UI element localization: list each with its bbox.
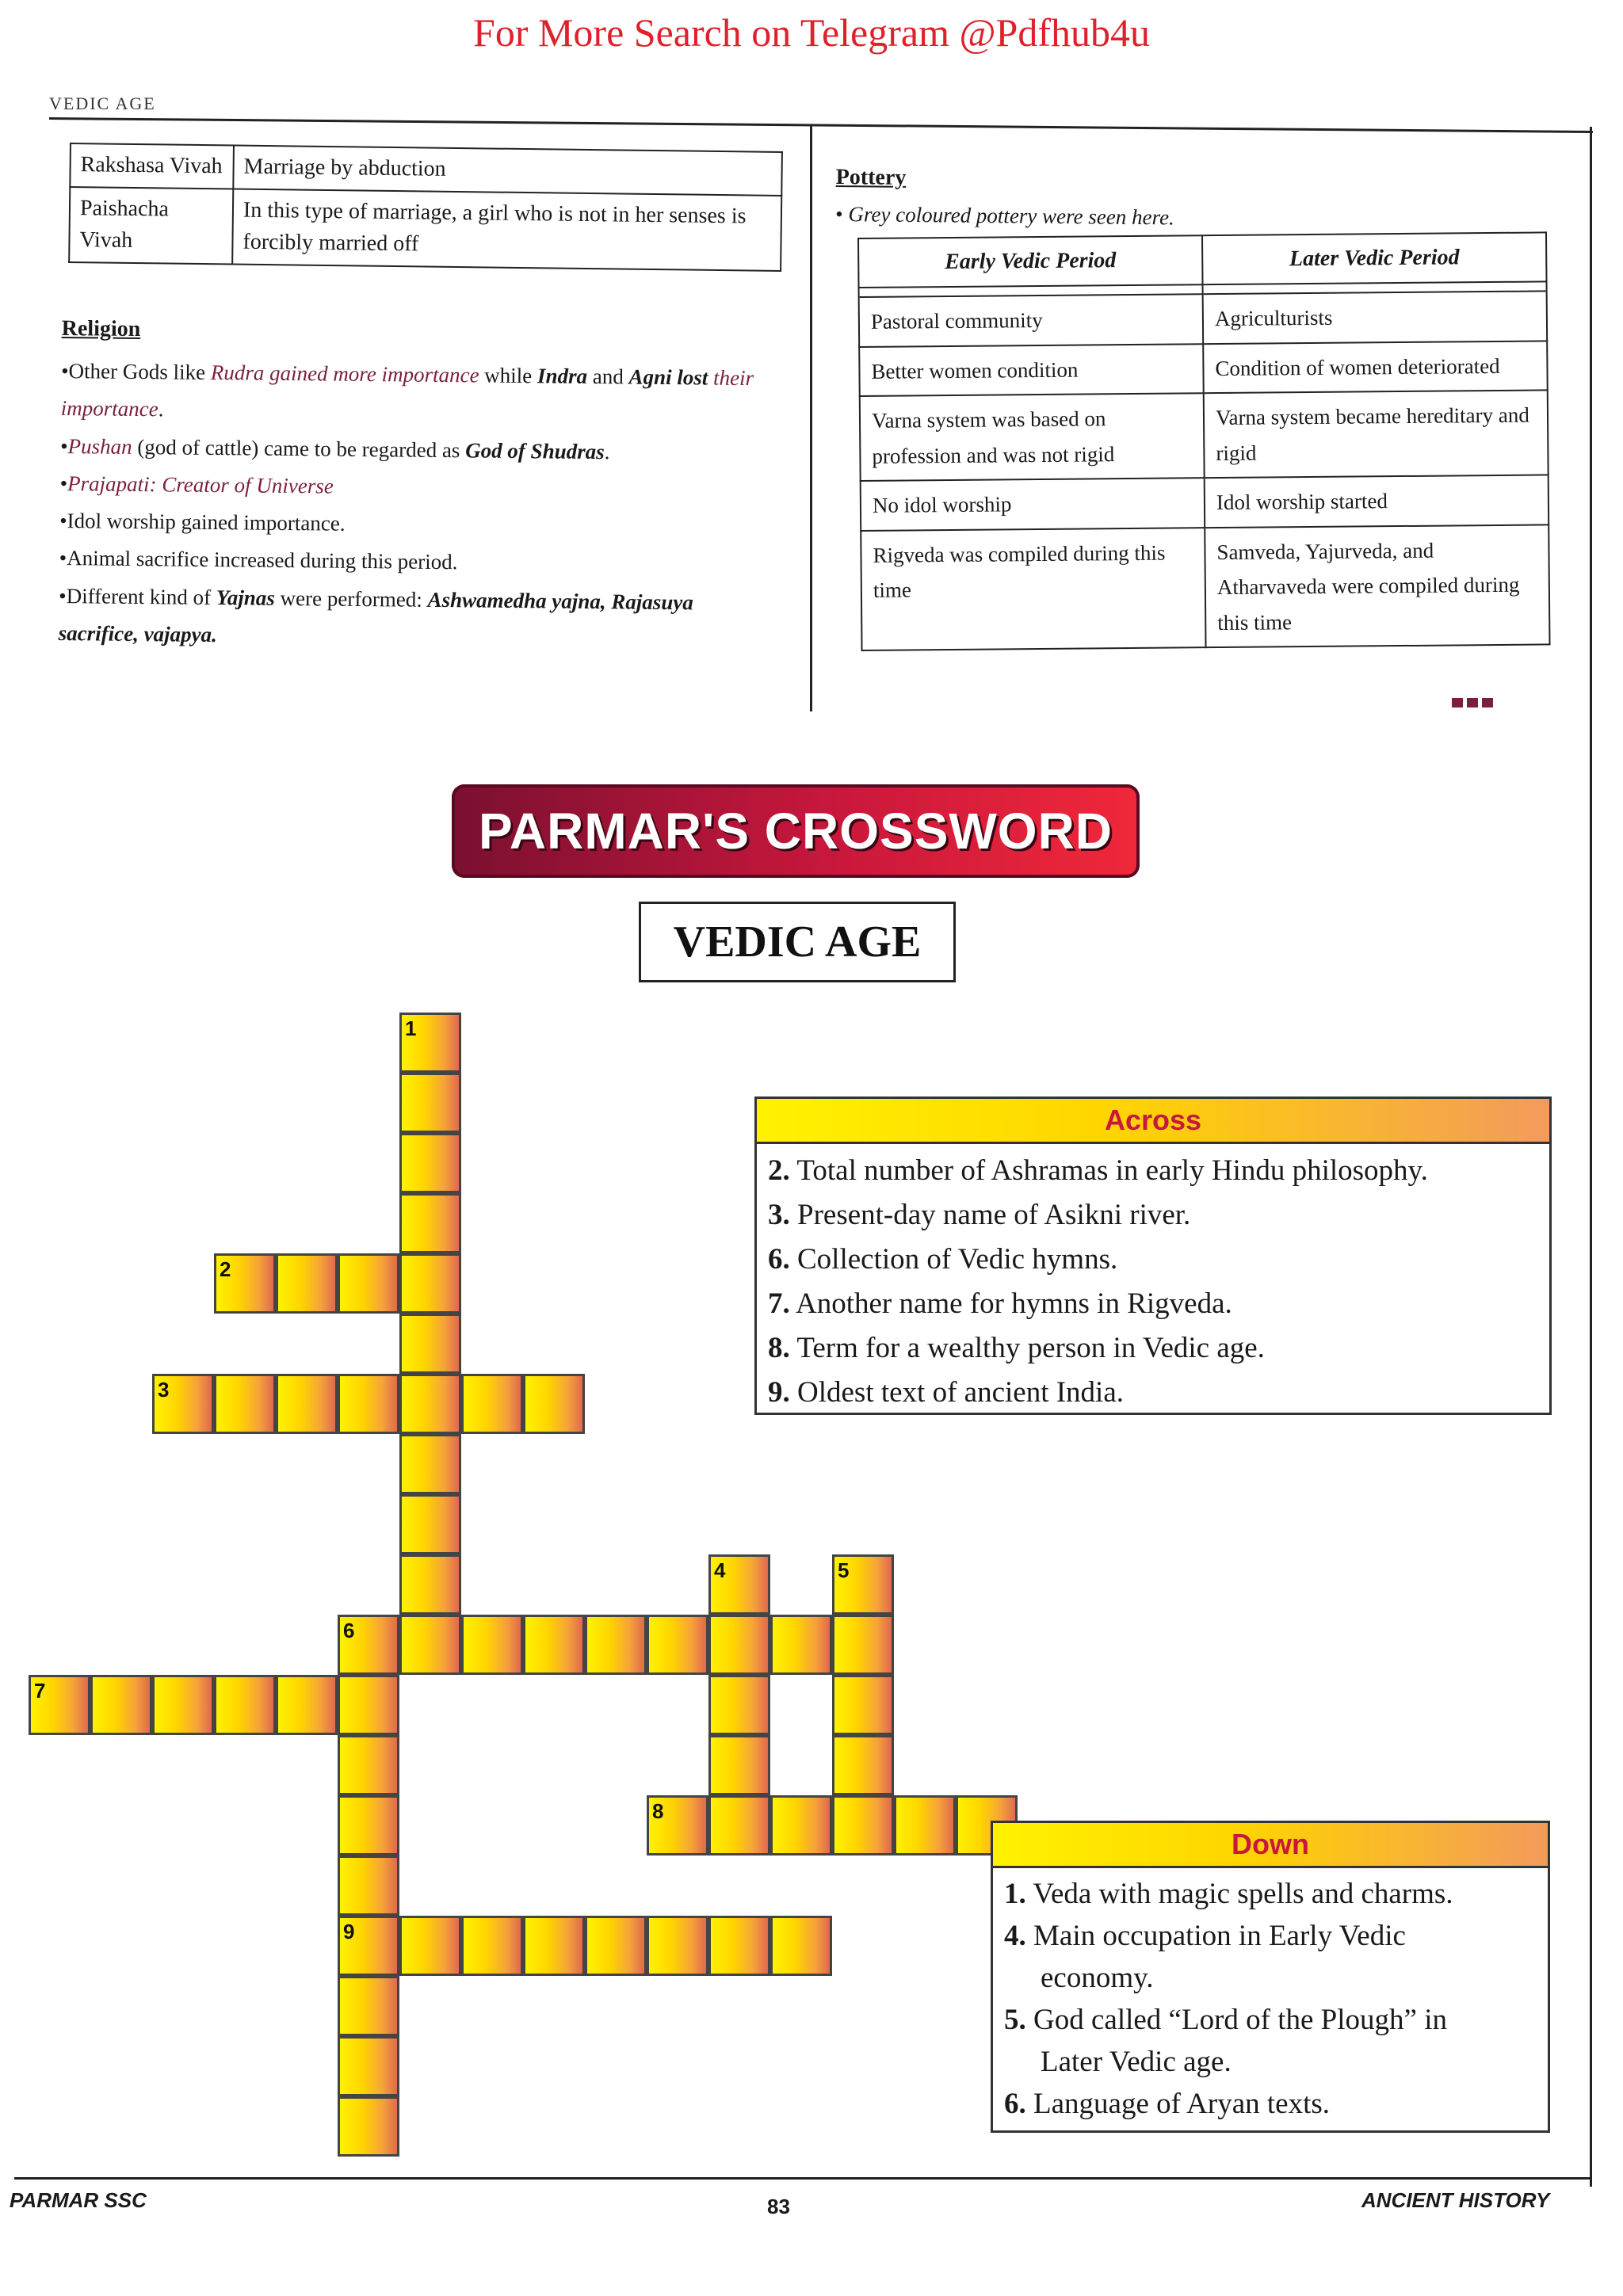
religion-item: • Prajapati: Creator of Universe xyxy=(59,465,773,510)
clue-number: 2 xyxy=(220,1257,231,1281)
crossword-cell[interactable] xyxy=(338,1675,399,1735)
across-clue: 9. Oldest text of ancient India. xyxy=(768,1376,1125,1409)
later-cell: Condition of women deteriorated xyxy=(1203,341,1548,393)
page-frame-bottom xyxy=(14,2177,1591,2180)
vedic-period-table xyxy=(857,231,1551,651)
across-clue: 7. Another name for hymns in Rigveda. xyxy=(768,1287,1232,1320)
crossword-cell[interactable] xyxy=(832,1795,894,1855)
religion-section xyxy=(58,309,774,659)
religion-item: • Other Gods like Rudra gained more importance while Indra and Agni lost their importance. xyxy=(60,353,774,435)
religion-item: • Pushan (god of cattle) came to be regarded as God of Shudras. xyxy=(60,427,773,472)
pottery-bullet-text: Grey coloured pottery were seen here. xyxy=(848,201,1174,230)
religion-item: • Animal sacrifice increased during this period. xyxy=(59,540,772,585)
page-frame-top xyxy=(49,117,1593,133)
page-number: 83 xyxy=(767,2195,790,2218)
religion-item: • Different kind of Yajnas were performed: Ashwamedha yajna, Rajasuya sacrifice, vajapya. xyxy=(58,577,772,659)
crossword-cell[interactable] xyxy=(770,1916,832,1976)
clue-number: 4 xyxy=(714,1558,726,1582)
clue-number: 6 xyxy=(343,1619,355,1642)
crossword-cell[interactable] xyxy=(399,1013,461,1073)
down-clue: 1. Veda with magic spells and charms. xyxy=(1004,1878,1453,1910)
down-clue-list xyxy=(993,1868,1548,2130)
clue-number: 9 xyxy=(343,1920,355,1943)
crossword-cell[interactable] xyxy=(708,1916,770,1976)
crossword-cell[interactable] xyxy=(770,1795,832,1855)
crossword-cell[interactable] xyxy=(90,1675,152,1735)
running-header: VEDIC AGE xyxy=(49,93,156,113)
marriage-term: Paishacha Vivah xyxy=(69,187,233,265)
down-heading: Down xyxy=(993,1823,1548,1868)
crossword-cell[interactable] xyxy=(399,1374,461,1434)
across-clue-list xyxy=(757,1144,1549,1420)
table-row xyxy=(859,291,1548,346)
early-cell: Better women condition xyxy=(859,344,1204,396)
crossword-cell[interactable] xyxy=(152,1374,214,1434)
crossword-cell[interactable] xyxy=(894,1795,956,1855)
table-row xyxy=(861,524,1549,650)
crossword-cell[interactable] xyxy=(276,1253,338,1314)
telegram-banner: For More Search on Telegram @Pdfhub4u xyxy=(473,10,1150,55)
crossword-cell[interactable] xyxy=(708,1675,770,1735)
table-header-row xyxy=(858,232,1547,288)
across-clue: 8. Term for a wealthy person in Vedic age. xyxy=(768,1332,1265,1364)
table-row xyxy=(69,187,781,271)
early-cell: Pastoral community xyxy=(859,294,1204,346)
crossword-cell[interactable] xyxy=(647,1795,708,1855)
later-cell: Agriculturists xyxy=(1203,291,1548,343)
crossword-cell[interactable] xyxy=(338,1374,399,1434)
later-cell: Varna system became hereditary and rigid xyxy=(1204,391,1549,479)
crossword-cell[interactable] xyxy=(338,1253,399,1314)
crossword-cell[interactable] xyxy=(399,1554,461,1615)
crossword-cell[interactable] xyxy=(214,1253,276,1314)
crossword-cell[interactable] xyxy=(832,1615,894,1675)
footer-right: ANCIENT HISTORY xyxy=(1361,2188,1550,2212)
early-cell: No idol worship xyxy=(861,478,1205,530)
crossword-cell[interactable] xyxy=(399,1916,461,1976)
column-divider xyxy=(810,125,812,711)
crossword-cell[interactable] xyxy=(832,1675,894,1735)
crossword-cell[interactable] xyxy=(399,1193,461,1253)
crossword-cell[interactable] xyxy=(276,1675,338,1735)
table-row xyxy=(861,475,1549,531)
header-early-vedic: Early Vedic Period xyxy=(858,235,1203,288)
clue-number: 5 xyxy=(838,1558,850,1582)
table-row xyxy=(859,341,1548,396)
marriage-types-table xyxy=(68,143,783,272)
crossword-cell[interactable] xyxy=(832,1554,894,1615)
across-clue: 6. Collection of Vedic hymns. xyxy=(768,1243,1118,1276)
crossword-cell[interactable] xyxy=(276,1374,338,1434)
across-heading: Across xyxy=(757,1099,1549,1144)
pottery-heading: Pottery xyxy=(835,164,907,190)
crossword-cell[interactable] xyxy=(647,1916,708,1976)
crossword-cell[interactable] xyxy=(338,1855,399,1916)
crossword-cell[interactable] xyxy=(461,1916,523,1976)
crossword-cell[interactable] xyxy=(399,1615,461,1675)
clue-number: 7 xyxy=(34,1679,46,1703)
crossword-title: PARMAR'S CROSSWORD xyxy=(452,784,1140,878)
crossword-cell[interactable] xyxy=(708,1554,770,1615)
crossword-cell[interactable] xyxy=(461,1374,523,1434)
table-row xyxy=(860,391,1549,482)
footer-left: PARMAR SSC xyxy=(10,2188,147,2212)
down-clue: 4. Main occupation in Early Vedic economy. xyxy=(1004,1920,1406,1994)
crossword-cell[interactable] xyxy=(399,1434,461,1494)
across-clue: 3. Present-day name of Asikni river. xyxy=(768,1199,1191,1231)
religion-item: • Idol worship gained importance. xyxy=(59,502,773,547)
marriage-meaning: In this type of marriage, a girl who is not in her senses is forcibly married off xyxy=(232,189,781,271)
crossword-cell[interactable] xyxy=(647,1615,708,1675)
marriage-term: Rakshasa Vivah xyxy=(70,143,234,189)
early-cell: Varna system was based on profession and was not rigid xyxy=(860,393,1205,481)
crossword-cell[interactable] xyxy=(399,1073,461,1133)
crossword-cell[interactable] xyxy=(338,1795,399,1855)
crossword-cell[interactable] xyxy=(152,1675,214,1735)
clue-number: 8 xyxy=(652,1799,664,1823)
crossword-cell[interactable] xyxy=(338,1916,399,1976)
pottery-section xyxy=(835,158,1549,240)
crossword-subtitle: VEDIC AGE xyxy=(639,902,956,982)
header-later-vedic: Later Vedic Period xyxy=(1202,232,1547,284)
crossword-cell[interactable] xyxy=(338,2036,399,2096)
page-frame-right xyxy=(1590,127,1592,2187)
crossword-cell[interactable] xyxy=(338,2096,399,2157)
crossword-cell[interactable] xyxy=(29,1675,90,1735)
crossword-cell[interactable] xyxy=(338,1976,399,2036)
crossword-cell[interactable] xyxy=(214,1675,276,1735)
crossword-cell[interactable] xyxy=(585,1615,647,1675)
crossword-cell[interactable] xyxy=(461,1615,523,1675)
crossword-cell[interactable] xyxy=(399,1494,461,1554)
crossword-cell[interactable] xyxy=(585,1916,647,1976)
across-clues-box xyxy=(754,1097,1552,1415)
crossword-cell[interactable] xyxy=(770,1615,832,1675)
crossword-cell[interactable] xyxy=(832,1735,894,1795)
clue-number: 3 xyxy=(158,1378,170,1402)
later-cell: Samveda, Yajurveda, and Atharvaveda were compiled during this time xyxy=(1205,524,1549,647)
crossword-cell[interactable] xyxy=(338,1615,399,1675)
crossword-cell[interactable] xyxy=(708,1795,770,1855)
clue-number: 1 xyxy=(405,1016,417,1040)
down-clues-box xyxy=(991,1821,1550,2133)
across-clue: 2. Total number of Ashramas in early Hindu philosophy. xyxy=(768,1154,1428,1187)
marriage-meaning: Marriage by abduction xyxy=(233,146,782,196)
down-clue: 5. God called “Lord of the Plough” in Later Vedic age. xyxy=(1004,2004,1447,2078)
crossword-cell[interactable] xyxy=(214,1374,276,1434)
crossword-cell[interactable] xyxy=(708,1615,770,1675)
crossword-cell[interactable] xyxy=(523,1374,585,1434)
crossword-cell[interactable] xyxy=(338,1735,399,1795)
pottery-bullet: • Grey coloured pottery were seen here. xyxy=(835,201,1174,230)
later-cell: Idol worship started xyxy=(1205,475,1549,528)
crossword-cell[interactable] xyxy=(523,1615,585,1675)
crossword-cell[interactable] xyxy=(399,1253,461,1314)
section-end-marker xyxy=(1452,697,1499,708)
crossword-cell[interactable] xyxy=(399,1133,461,1193)
down-clue: 6. Language of Aryan texts. xyxy=(1004,2088,1330,2120)
religion-list xyxy=(58,353,774,659)
crossword-cell[interactable] xyxy=(708,1735,770,1795)
crossword-cell[interactable] xyxy=(523,1916,585,1976)
crossword-cell[interactable] xyxy=(399,1314,461,1374)
religion-heading: Religion xyxy=(61,315,141,342)
early-cell: Rigveda was compiled during this time xyxy=(861,528,1205,650)
